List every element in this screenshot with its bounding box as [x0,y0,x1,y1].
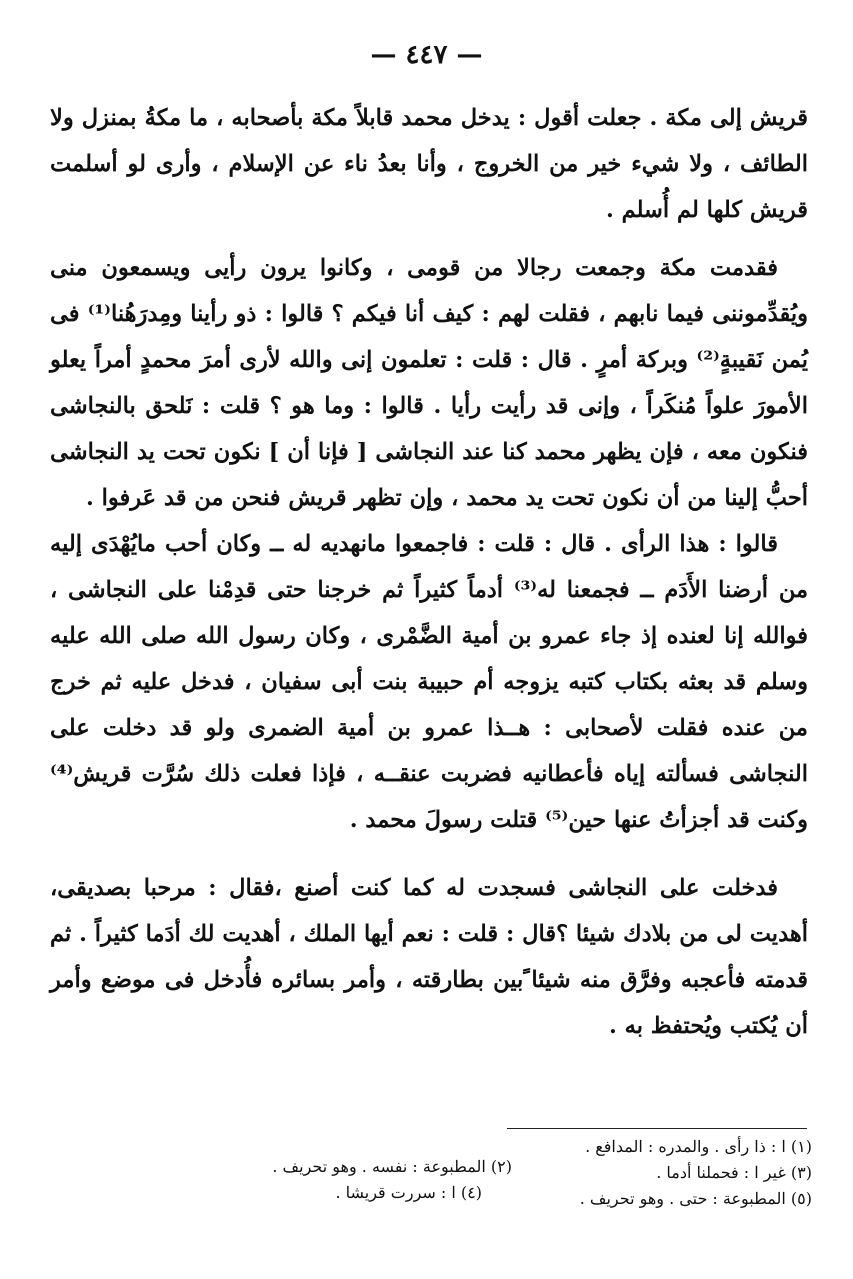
footnote-4: (٤) ا : سررت قريشا . [335,1183,482,1202]
paragraph-3: قالوا : هذا الرأى . قال : قلت : فاجمعوا مانهديه له ــ وكان أحب مايُهْدَى إليه من أرضنا الأَدَم ــ فجمعنا له⁽³⁾ أدماً كثيراً ثم خرجنا حتى قدِمْنا على النجاشى ، فوالله إنا لعنده إذ جاء عمرو بن أمية الضَّمْرى ، وكان رسول الله صلى الله عليه وسلم قد بعثه بكتاب كتبه يزوجه أم حبيبة بنت أبى سفيان ، فدخل عليه ثم خرج من عنده فقلت لأصحابى : هــذا عمرو بن أمية الضمرى ولو قد دخلت على النجاشى فسألته إياه فأعطانيه فضربت عنقــه ، فإذا فعلت ذلك سُرَّت قريش⁽⁴⁾ وكنت قد أجزأتُ عنها حين⁽⁵⁾ قتلت رسولَ محمد . [50,531,808,833]
paragraph-1: قريش إلى مكة . جعلت أقول : يدخل محمد قابلاً مكة بأصحابه ، ما مكةُ بمنزل ولا الطائف ، ولا شيء خير من الخروج ، وأنا بعدُ ناء عن الإسلام ، وأرى لو أسلمت قريش كلها لم أُسلم . [50,105,808,223]
footnote-divider [507,1128,807,1129]
main-text [50,95,808,1049]
footnotes [60,1135,812,1235]
paragraph-4: فدخلت على النجاشى فسجدت له كما كنت أصنع ،فقال : مرحبا بصديقى، أهديت لى من بلادك شيئا ؟قال : قلت : نعم أيها الملك ، أهديت لك أدَما كثيراً . ثم قدمته فأعجبه وفرَّق منه شيئا ًبين بطارقته ، وأمر بسائره فأُدخل فى موضع وأمر أن يُكتب ويُحتفظ به . [50,875,808,1039]
page-number: — ٤٤٧ — [370,40,483,70]
footnote-5: (٥) المطبوعة : حتى . وهو تحريف . [579,1189,812,1208]
footnote-1: (١) ا : ذا رأى . والمدره : المدافع . [585,1137,812,1156]
footnote-3: (٣) غير ا : فحملنا أدما . [656,1163,812,1182]
paragraph-2: فقدمت مكة وجمعت رجالا من قومى ، وكانوا يرون رأيى ويسمعون منى ويُقدِّموننى فيما نابهم ، فقلت لهم : كيف أنا فيكم ؟ قالوا : ذو رأينا ومِدرَهُنا⁽¹⁾ فى يُمن نَقيبةٍ⁽²⁾ وبركة أمرٍ . قال : قلت : تعلمون إنى والله لأرى أمرَ محمدٍ أمراً يعلو الأمورَ علواً مُنكَراً ، وإنى قد رأيت رأيا . قالوا : وما هو ؟ قلت : نَلحق بالنجاشى فنكون معه ، فإن يظهر محمد كنا عند النجاشى [ فإنا أن ] نكون تحت يد النجاشى أحبُّ إلينا من أن نكون تحت يد محمد ، وإن تظهر قريش فنحن من قد عَرفوا . [50,255,809,511]
footnote-2: (٢) المطبوعة : نفسه . وهو تحريف . [272,1157,512,1176]
